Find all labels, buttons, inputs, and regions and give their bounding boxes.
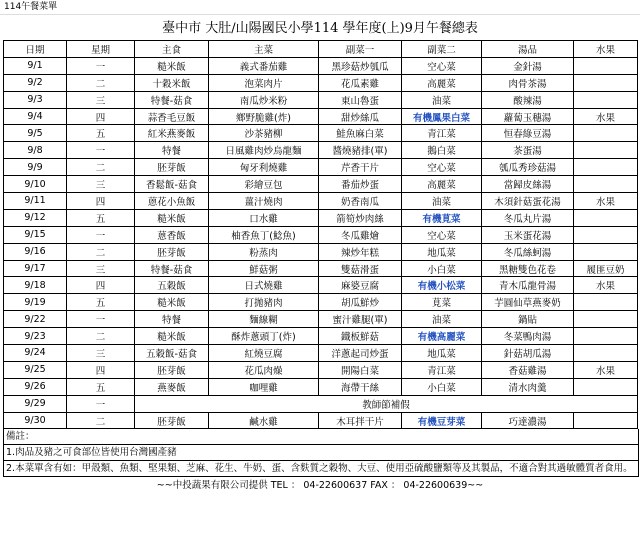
cell-weekday: 一 [67, 57, 135, 74]
cell-main: 打拋豬肉 [209, 294, 319, 311]
cell-weekday: 三 [67, 91, 135, 108]
cell-main: 南瓜炒米粉 [209, 91, 319, 108]
cell-weekday: 二 [67, 74, 135, 91]
cell-weekday: 二 [67, 159, 135, 176]
table-row [4, 209, 638, 226]
cell-side2: 有機莧菜 [402, 209, 482, 226]
cell-date: 9/22 [4, 311, 67, 328]
cell-soup: 冬瓜絲蚵湯 [482, 243, 574, 260]
cell-date: 9/12 [4, 209, 67, 226]
cell-side2: 油菜 [402, 91, 482, 108]
table-row [4, 260, 638, 277]
cell-soup: 巧達濃湯 [482, 412, 574, 429]
cell-weekday: 四 [67, 108, 135, 125]
page-title: 臺中市 大肚/山陽國民小學114 學年度(上)9月午餐總表 [162, 21, 478, 36]
cell-fruit [574, 159, 638, 176]
cell-soup: 瓠瓜秀珍菇湯 [482, 159, 574, 176]
cell-soup: 金針湯 [482, 57, 574, 74]
cell-weekday: 一 [67, 311, 135, 328]
cell-main: 麵線糊 [209, 311, 319, 328]
cell-soup: 冬瓜丸片湯 [482, 209, 574, 226]
cell-fruit [574, 328, 638, 345]
cell-soup: 香菇雞湯 [482, 361, 574, 378]
cell-fruit [574, 294, 638, 311]
note-1: 1.肉品及豬之可食部位皆使用台灣國產豬 [4, 444, 638, 460]
cell-main: 粉蒸肉 [209, 243, 319, 260]
cell-fruit [574, 125, 638, 142]
cell-staple: 十穀米飯 [135, 74, 209, 91]
table-row [4, 378, 638, 395]
cell-side1: 辣炒年糕 [319, 243, 402, 260]
cell-weekday: 五 [67, 294, 135, 311]
cell-soup: 茶蛋湯 [482, 142, 574, 159]
cell-fruit: 水果 [574, 361, 638, 378]
cell-side2: 小白菜 [402, 260, 482, 277]
cell-staple: 紅米燕麥飯 [135, 125, 209, 142]
cell-side2: 有機豆芽菜 [402, 412, 482, 429]
cell-side2: 有機高麗菜 [402, 328, 482, 345]
cell-weekday: 五 [67, 125, 135, 142]
header-main: 主菜 [209, 41, 319, 58]
cell-soup: 當歸皮絲湯 [482, 176, 574, 193]
table-row [4, 226, 638, 243]
cell-side2: 油菜 [402, 193, 482, 210]
cell-date: 9/16 [4, 243, 67, 260]
cell-side2: 空心菜 [402, 57, 482, 74]
cell-weekday: 二 [67, 412, 135, 429]
cell-side1: 奶香南瓜 [319, 193, 402, 210]
cell-weekday: 三 [67, 176, 135, 193]
cell-main: 鮮菇粥 [209, 260, 319, 277]
cell-fruit [574, 311, 638, 328]
cell-date: 9/4 [4, 108, 67, 125]
cell-soup: 黑糖雙色花卷 [482, 260, 574, 277]
cell-soup: 肉骨茶湯 [482, 74, 574, 91]
table-row [4, 91, 638, 108]
table-row [4, 311, 638, 328]
cell-side2: 高麗菜 [402, 74, 482, 91]
header-date: 日期 [4, 41, 67, 58]
table-row [4, 142, 638, 159]
table-row [4, 361, 638, 378]
cell-side1: 洋蔥起司炒蛋 [319, 345, 402, 362]
cell-side2: 青江菜 [402, 361, 482, 378]
cell-main: 咖哩雞 [209, 378, 319, 395]
cell-side1: 冬瓜雞燴 [319, 226, 402, 243]
table-row [4, 176, 638, 193]
cell-soup: 針菇胡瓜湯 [482, 345, 574, 362]
cell-weekday: 一 [67, 226, 135, 243]
cell-main: 義式番茄雞 [209, 57, 319, 74]
cell-side1: 醬燒豬排(單) [319, 142, 402, 159]
cell-weekday: 二 [67, 328, 135, 345]
cell-weekday: 五 [67, 209, 135, 226]
cell-fruit [574, 412, 638, 429]
table-body [4, 57, 638, 429]
table-row [4, 193, 638, 210]
cell-main: 花瓜肉燥 [209, 361, 319, 378]
cell-main: 鄉野脆雞(炸) [209, 108, 319, 125]
cell-soup: 玉米蛋花湯 [482, 226, 574, 243]
cell-main: 日風雞肉炒烏龍麵 [209, 142, 319, 159]
table-row-holiday [4, 395, 638, 412]
cell-date: 9/18 [4, 277, 67, 294]
cell-weekday: 二 [67, 243, 135, 260]
cell-date: 9/15 [4, 226, 67, 243]
cell-date: 9/2 [4, 74, 67, 91]
cell-date: 9/9 [4, 159, 67, 176]
cell-date: 9/10 [4, 176, 67, 193]
cell-soup: 木須針菇蛋花湯 [482, 193, 574, 210]
table-header-row [4, 41, 638, 58]
cell-main: 口水雞 [209, 209, 319, 226]
cell-staple: 胚芽飯 [135, 361, 209, 378]
cell-main: 匈牙利燒雞 [209, 159, 319, 176]
cell-side1: 麻婆豆腐 [319, 277, 402, 294]
cell-side2: 有機鳳果白菜 [402, 108, 482, 125]
cell-date: 9/25 [4, 361, 67, 378]
table-row [4, 243, 638, 260]
cell-weekday: 五 [67, 378, 135, 395]
cell-fruit: 水果 [574, 108, 638, 125]
cell-date: 9/5 [4, 125, 67, 142]
cell-staple: 特餐 [135, 142, 209, 159]
cell-side2: 鵝白菜 [402, 142, 482, 159]
cell-soup: 芋圓仙草燕麥奶 [482, 294, 574, 311]
cell-date: 9/23 [4, 328, 67, 345]
cell-date: 9/1 [4, 57, 67, 74]
cell-main: 泡菜肉片 [209, 74, 319, 91]
cell-fruit [574, 226, 638, 243]
cell-fruit [574, 209, 638, 226]
notes-section [3, 429, 639, 477]
cell-weekday: 一 [67, 395, 135, 412]
cell-staple: 特餐-菇食 [135, 91, 209, 108]
cell-staple: 燕麥飯 [135, 378, 209, 395]
cell-side1: 海帶干絲 [319, 378, 402, 395]
cell-side2: 油菜 [402, 311, 482, 328]
cell-side1: 蜜汁雞腿(單) [319, 311, 402, 328]
cell-side2: 地瓜菜 [402, 345, 482, 362]
cell-date: 9/30 [4, 412, 67, 429]
cell-side1: 雙菇滑蛋 [319, 260, 402, 277]
cell-staple: 蒜香毛豆飯 [135, 108, 209, 125]
cell-weekday: 三 [67, 345, 135, 362]
notes-label: 備註： [6, 431, 35, 443]
cell-soup: 鍋貼 [482, 311, 574, 328]
cell-side1: 鮭魚麻白菜 [319, 125, 402, 142]
cell-soup: 恒春綠豆湯 [482, 125, 574, 142]
table-row [4, 125, 638, 142]
cell-side1: 芹香干片 [319, 159, 402, 176]
cell-weekday: 四 [67, 361, 135, 378]
table-row [4, 57, 638, 74]
cell-fruit [574, 378, 638, 395]
header-soup: 湯品 [482, 41, 574, 58]
cell-date: 9/17 [4, 260, 67, 277]
cell-staple: 香鬆飯-菇食 [135, 176, 209, 193]
cell-side2: 地瓜菜 [402, 243, 482, 260]
cell-soup: 冬菜鴨肉湯 [482, 328, 574, 345]
cell-date: 9/3 [4, 91, 67, 108]
cell-staple: 糙米飯 [135, 209, 209, 226]
cell-fruit [574, 345, 638, 362]
cell-side1: 箭筍炒肉絲 [319, 209, 402, 226]
header-staple: 主食 [135, 41, 209, 58]
cell-weekday: 三 [67, 260, 135, 277]
cell-date: 9/19 [4, 294, 67, 311]
cell-staple: 五穀飯-菇食 [135, 345, 209, 362]
table-row [4, 294, 638, 311]
cell-soup: 青木瓜龍骨湯 [482, 277, 574, 294]
cell-staple: 胚芽飯 [135, 412, 209, 429]
cell-main: 彩繪豆包 [209, 176, 319, 193]
cell-main: 鹹水雞 [209, 412, 319, 429]
table-row [4, 108, 638, 125]
cell-weekday: 一 [67, 142, 135, 159]
cell-weekday: 四 [67, 277, 135, 294]
cell-side1: 鐵板鮮菇 [319, 328, 402, 345]
cell-date: 9/8 [4, 142, 67, 159]
cell-date: 9/26 [4, 378, 67, 395]
cell-side1: 花瓜素雞 [319, 74, 402, 91]
cell-staple: 糙米飯 [135, 57, 209, 74]
cell-side1: 甜炒絲瓜 [319, 108, 402, 125]
cell-main: 紅燒豆腐 [209, 345, 319, 362]
cell-main: 日式燒雞 [209, 277, 319, 294]
cell-side1: 胡瓜鮮炒 [319, 294, 402, 311]
table-row [4, 74, 638, 91]
cell-side2: 高麗菜 [402, 176, 482, 193]
cell-side2: 有機小松菜 [402, 277, 482, 294]
cell-staple: 胚芽飯 [135, 243, 209, 260]
header-weekday: 星期 [67, 41, 135, 58]
cell-side2: 空心菜 [402, 159, 482, 176]
cell-staple: 特餐 [135, 311, 209, 328]
cell-staple: 五穀飯 [135, 277, 209, 294]
cell-side1: 開陽白菜 [319, 361, 402, 378]
cell-staple: 糙米飯 [135, 294, 209, 311]
cell-side2: 莧菜 [402, 294, 482, 311]
cell-weekday: 四 [67, 193, 135, 210]
cell-main: 沙茶豬柳 [209, 125, 319, 142]
note-2: 2.本菜單含有如：甲殼類、魚類、堅果類、芝麻、花生、牛奶、蛋、含麩質之穀物、大豆、使用亞硫酸鹽類等及其製品，不適合對其過敏體質者食用。 [4, 460, 638, 476]
menu-table [3, 40, 638, 429]
cell-side2: 空心菜 [402, 226, 482, 243]
cell-staple: 胚芽飯 [135, 159, 209, 176]
cell-fruit [574, 74, 638, 91]
cell-date: 9/29 [4, 395, 67, 412]
cell-fruit: 水果 [574, 193, 638, 210]
cell-side2: 青江菜 [402, 125, 482, 142]
header-side2: 副菜二 [402, 41, 482, 58]
cell-side1: 東山魯蛋 [319, 91, 402, 108]
cell-date: 9/24 [4, 345, 67, 362]
cell-side1: 番茄炒蛋 [319, 176, 402, 193]
cell-fruit [574, 243, 638, 260]
cell-staple: 蒽花小魚飯 [135, 193, 209, 210]
table-row [4, 277, 638, 294]
cell-date: 9/11 [4, 193, 67, 210]
cell-staple: 蒽香飯 [135, 226, 209, 243]
cell-staple: 糙米飯 [135, 328, 209, 345]
table-row [4, 412, 638, 429]
cell-side2: 小白菜 [402, 378, 482, 395]
menu-sheet [0, 18, 640, 493]
cell-main: 酥炸蔥頭丁(炸) [209, 328, 319, 345]
cell-fruit [574, 57, 638, 74]
cell-fruit [574, 91, 638, 108]
table-row [4, 159, 638, 176]
cell-main: 薑汁燒肉 [209, 193, 319, 210]
cell-fruit: 履匪豆奶 [574, 260, 638, 277]
table-row [4, 345, 638, 362]
cell-staple: 特餐-菇食 [135, 260, 209, 277]
header-fruit: 水果 [574, 41, 638, 58]
cell-soup: 清水肉羹 [482, 378, 574, 395]
cell-fruit: 水果 [574, 277, 638, 294]
header-side1: 副菜一 [319, 41, 402, 58]
cell-soup: 酸辣湯 [482, 91, 574, 108]
window-title: 114午餐菜單 [0, 0, 640, 15]
table-row [4, 328, 638, 345]
cell-holiday-text: 教師節補假 [135, 395, 638, 412]
cell-side1: 黑珍菇炒瓠瓜 [319, 57, 402, 74]
cell-fruit [574, 176, 638, 193]
cell-side1: 木耳拌干片 [319, 412, 402, 429]
cell-soup: 蘿蔔玉穗湯 [482, 108, 574, 125]
footer-contact: ~~中投蔬果有限公司提供 TEL ： 04-22600637 FAX ： 04-22600639~~ [156, 480, 484, 492]
cell-fruit [574, 142, 638, 159]
cell-main: 柚香魚丁(鯰魚) [209, 226, 319, 243]
